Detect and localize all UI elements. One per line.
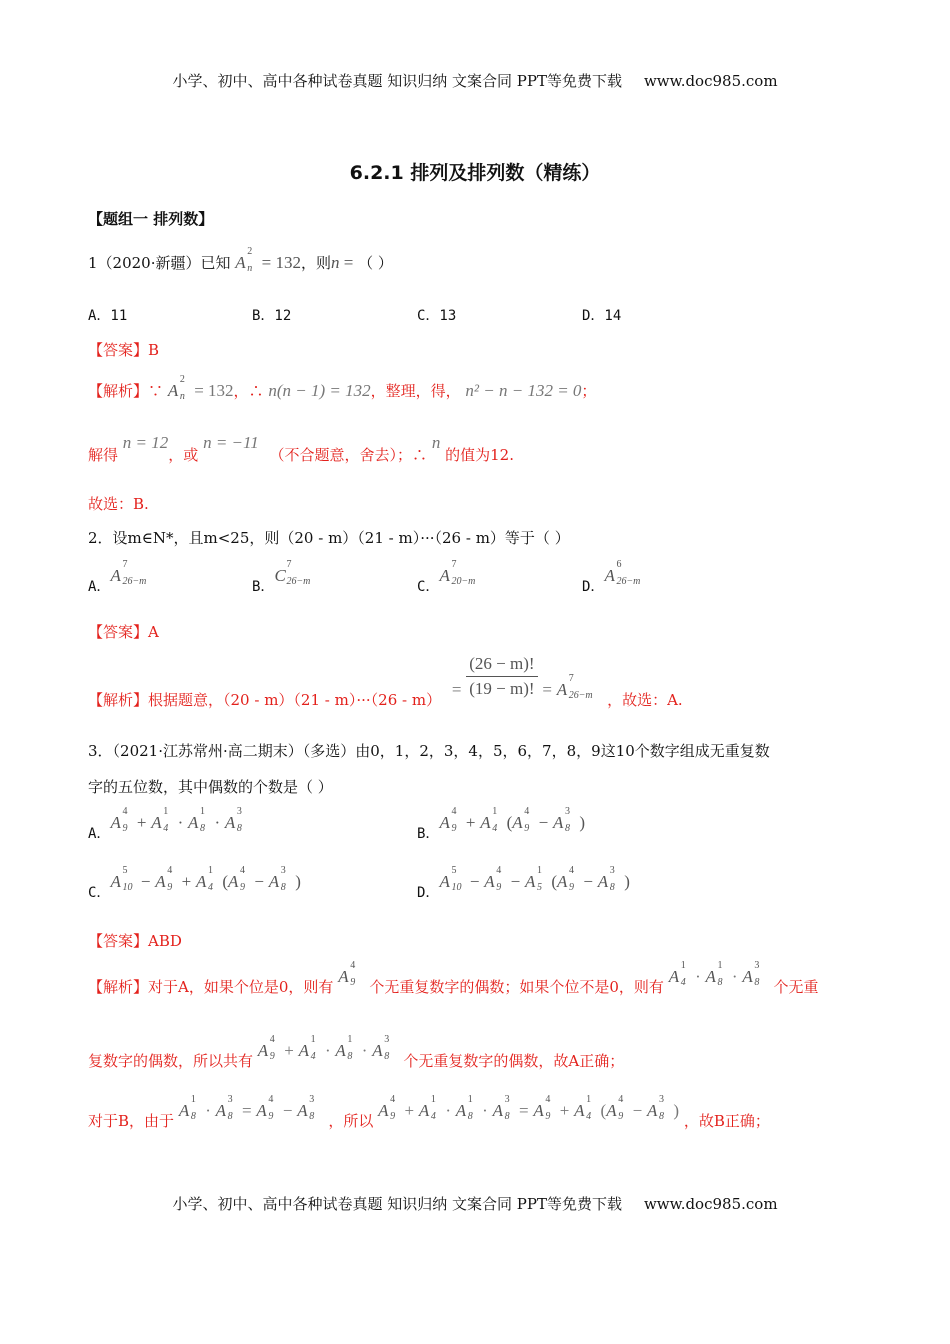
q1-value: 的值为12. (445, 446, 514, 464)
q2-option-d-math: A 6 26−m (604, 559, 641, 587)
q1-e3: n² − n − 132 = 0 (465, 381, 582, 400)
q1-e4: n = 12 (122, 433, 169, 452)
q1-option-c: C．13 (417, 308, 457, 324)
q2-frac-num: (26 − m)! (466, 654, 537, 677)
q2-option-b-math: C 7 26−m (274, 559, 311, 587)
q1-answer: 【答案】B (88, 341, 160, 359)
header-site[interactable]: www.doc985.com (643, 72, 778, 90)
q1-mid: ，则 (301, 254, 332, 272)
q3-perm-1: A 4 9 (338, 960, 356, 988)
q3-e2b: 个无重复数字的偶数，故A正确； (403, 1052, 625, 1070)
q1-tidy: ，整理，得， (370, 382, 461, 400)
q1-explanation-line1 (88, 374, 597, 402)
q1-stem (88, 246, 393, 274)
q3-explanation-line3: 对于B，由于 A 1 8 · A 3 8 = A 4 9 − A 3 8 ，所以 A 4 9 + A 1 4 · A 1 8 · A 3 8 = A 4 9 + A 1 4 (A 4 9 − A 3 8 ) ，故B正确； (88, 1094, 770, 1130)
q1-eq: = 132 (261, 253, 302, 272)
footer-site[interactable]: www.doc985.com (643, 1195, 778, 1213)
page-footer (0, 1193, 950, 1214)
q1-reject: （不合题意，舍去）；∴ (269, 446, 428, 464)
q3-option-a-label: A． (88, 826, 111, 842)
q2-eq-sign-2: = (542, 679, 552, 699)
q3-stem-line1: 3．（2021·江苏常州·高二期末）（多选）由0，1，2，3，4，5，6，7，8，9这10个数字组成无重复数 (88, 742, 770, 760)
q3-e1c: 个无重 (773, 978, 819, 996)
q2-option-b-label: B． (252, 579, 275, 595)
q1-because: ∵ (148, 382, 164, 400)
q1-n: n (331, 253, 340, 272)
q2-stem: 2．设m∈N*，且m<25，则（20 - m）（21 - m）···（26 - m）等于（ ） (88, 529, 570, 547)
q1-choose: 故选：B. (88, 495, 149, 513)
q1-e5: n = −11 (203, 433, 259, 452)
q1-expl-label: 【解析】 (88, 382, 149, 400)
q1-semi: ； (581, 382, 597, 400)
q1-option-d: D．14 (582, 308, 622, 324)
q2-option-a-label: A． (88, 579, 111, 595)
q2-explanation (88, 654, 683, 709)
q3-option-b: B．A 4 9 + A 1 4 (A 4 9 − A 3 8 ) (417, 806, 586, 842)
page-title: 6.2.1 排列及排列数（精练） (349, 162, 601, 184)
q2-expl-text: 根据题意，（20 - m）（21 - m）···（26 - m） (148, 690, 442, 709)
q3-option-a: A．A 4 9 + A 1 4 · A 1 8 · A 3 8 (88, 806, 242, 842)
q3-answer: 【答案】ABD (88, 932, 182, 950)
q1-e2: n(n − 1) = 132 (268, 381, 371, 400)
q2-fraction (466, 654, 537, 699)
q2-option-c-math: A 7 20−m (439, 559, 476, 587)
footer-text: 小学、初中、高中各种试卷真题 知识归纳 文案合同 PPT等免费下载 (172, 1195, 622, 1213)
header-text: 小学、初中、高中各种试卷真题 知识归纳 文案合同 PPT等免费下载 (172, 72, 622, 90)
q3-option-c-label: C． (88, 885, 111, 901)
q3-option-c: C．A 5 10 − A 4 9 + A 1 4 (A 4 9 − A 3 8 ) (88, 865, 301, 901)
q2-option-a (88, 559, 161, 595)
q2-option-c (417, 559, 490, 595)
q2-option-c-label: C． (417, 579, 440, 595)
q1-eqend: = (339, 253, 354, 272)
q1-e6: n (431, 433, 441, 452)
q1-option-a: A．11 (88, 308, 128, 324)
q2-tail: ，故选：A. (607, 690, 683, 709)
q1-option-b: B．12 (252, 308, 292, 324)
q2-expl-label: 【解析】 (88, 690, 149, 709)
q1-bracket: （ ） (358, 254, 393, 272)
q3-e1a: 对于A，如果个位是0，则有 (148, 978, 334, 996)
q3-e3b: ，所以 (328, 1112, 374, 1130)
group-heading: 【题组一 排列数】 (88, 210, 214, 228)
q3-option-d: D．A 5 10 − A 4 9 − A 1 5 (A 4 9 − A 3 8 ) (417, 865, 630, 901)
q3-explanation-line2: 复数字的偶数，所以共有 A 4 9 + A 1 4 · A 1 8 · A 3 8 个无重复数字的偶数，故A正确； (88, 1034, 625, 1070)
q3-e1b: 个无重复数字的偶数；如果个位不是0，则有 (369, 978, 664, 996)
q2-option-d-label: D． (582, 579, 605, 595)
q2-option-a-math: A 7 26−m (110, 559, 147, 587)
q1-or: ，或 (168, 446, 199, 464)
q1-perm-b: A 2 n (167, 374, 185, 402)
q2-answer: 【答案】A (88, 623, 159, 641)
q1-therefore: ，∴ (233, 382, 264, 400)
q3-stem-line2: 字的五位数，其中偶数的个数是（ ） (88, 778, 333, 796)
q2-eq-sign: = (451, 679, 462, 699)
q3-explanation-line1: 【解析】对于A，如果个位是0，则有 A 4 9 个无重复数字的偶数；如果个位不是0，则有 A 1 4 · A 1 8 · A 3 8 个无重 (88, 960, 819, 996)
q1-prefix: 1（2020·新疆）已知 (88, 254, 231, 272)
q2-frac-den: (19 − m)! (469, 679, 535, 698)
q1-explanation-line2 (88, 433, 514, 465)
q2-expl-perm: A 7 26−m (556, 672, 593, 701)
page-header (0, 70, 950, 91)
q3-e3a: 对于B，由于 (88, 1112, 175, 1130)
q2-option-b (252, 559, 326, 595)
q3-e3c: ，故B正确； (683, 1112, 770, 1130)
q3-expl-label: 【解析】 (88, 978, 149, 996)
q3-option-d-label: D． (417, 885, 440, 901)
q3-option-b-label: B． (417, 826, 440, 842)
q1-perm-a: A 2 n (235, 246, 253, 274)
q3-e2a: 复数字的偶数，所以共有 (88, 1052, 254, 1070)
q2-option-d (582, 559, 655, 595)
q1-e1: = 132 (194, 381, 234, 400)
q1-solve: 解得 (88, 446, 119, 464)
